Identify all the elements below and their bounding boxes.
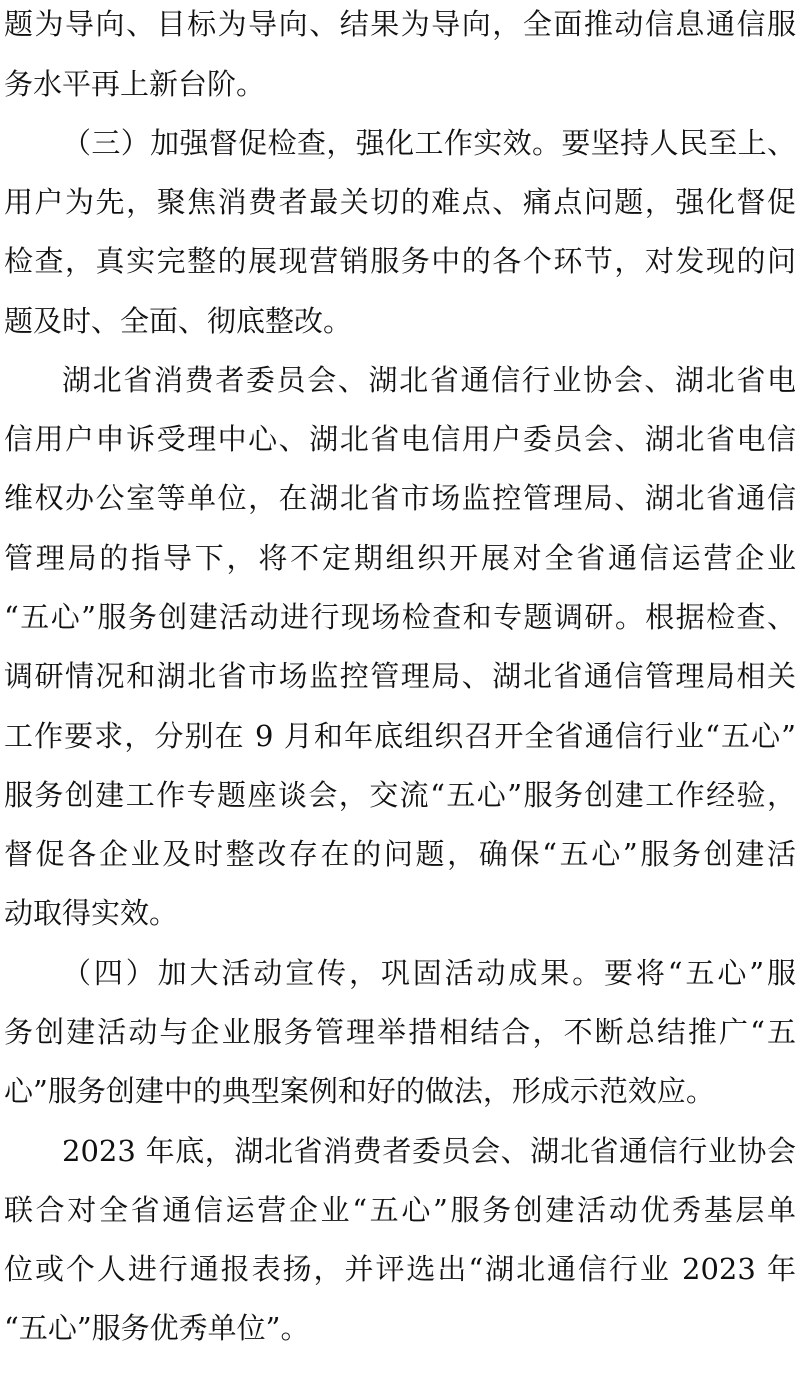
text-line: 调研情况和湖北省市场监控管理局、湖北省通信管理局相关 [4, 659, 796, 693]
text-line: （四）加大活动宣传，巩固活动成果。要将“五心”服 [62, 956, 796, 990]
text-line: 务创建活动与企业服务管理举措相结合，不断总结推广“五 [4, 1015, 796, 1049]
text-line: （三）加强督促检查，强化工作实效。要坚持人民至上、 [62, 126, 796, 160]
text-line: 督促各企业及时整改存在的问题，确保“五心”服务创建活 [4, 837, 796, 871]
text-line: 维权办公室等单位，在湖北省市场监控管理局、湖北省通信 [4, 481, 796, 515]
text-line: “五心”服务优秀单位”。 [4, 1311, 310, 1345]
text-line: 用户为先，聚焦消费者最关切的难点、痛点问题，强化督促 [4, 185, 796, 219]
text-line: 联合对全省通信运营企业“五心”服务创建活动优秀基层单 [4, 1193, 796, 1227]
text-line: 信用户申诉受理中心、湖北省电信用户委员会、湖北省电信 [4, 422, 796, 456]
text-line: 管理局的指导下，将不定期组织开展对全省通信运营企业 [4, 541, 796, 575]
text-line: 题及时、全面、彻底整改。 [4, 304, 353, 338]
text-line: 位或个人进行通报表扬，并评选出“湖北通信行业 2023 年 [4, 1252, 796, 1286]
text-line: 工作要求，分别在 9 月和年底组织召开全省通信行业“五心” [4, 719, 796, 753]
text-line: 检查，真实完整的展现营销服务中的各个环节，对发现的问 [4, 244, 796, 278]
text-line: 务水平再上新台阶。 [4, 67, 266, 101]
text-line: 题为导向、目标为导向、结果为导向，全面推动信息通信服 [4, 7, 796, 41]
text-line: 心”服务创建中的典型案例和好的做法，形成示范效应。 [4, 1074, 715, 1108]
text-line: 2023 年底，湖北省消费者委员会、湖北省通信行业协会 [62, 1134, 796, 1168]
text-line: 服务创建工作专题座谈会，交流“五心”服务创建工作经验， [4, 778, 796, 812]
text-line: 动取得实效。 [4, 896, 179, 930]
text-line: “五心”服务创建活动进行现场检查和专题调研。根据检查、 [4, 600, 796, 634]
text-line: 湖北省消费者委员会、湖北省通信行业协会、湖北省电 [62, 363, 796, 397]
